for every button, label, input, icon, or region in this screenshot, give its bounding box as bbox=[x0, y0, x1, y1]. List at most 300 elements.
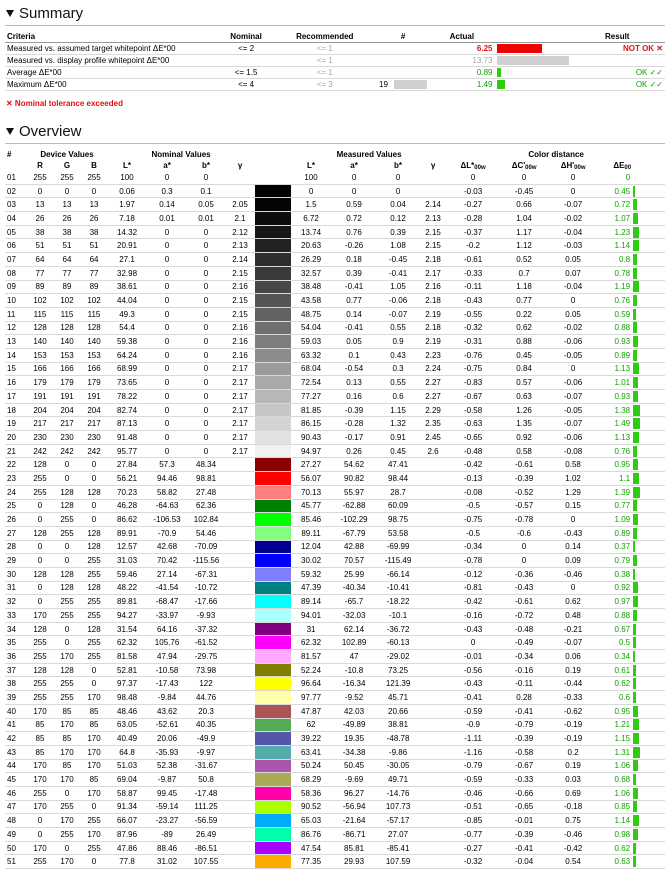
cell-index: 30 bbox=[5, 567, 27, 581]
cell-delta-c: 0.77 bbox=[499, 294, 549, 308]
cell-index: 27 bbox=[5, 526, 27, 540]
cell-nominal-l: 68.99 bbox=[107, 362, 147, 376]
cell-delta-e: 1.39 bbox=[597, 485, 633, 499]
cell-nominal-a: 47.94 bbox=[147, 650, 187, 664]
cell-index: 04 bbox=[5, 212, 27, 226]
cell-nominal-b: 0 bbox=[187, 294, 225, 308]
cell-nominal-l: 47.86 bbox=[107, 841, 147, 855]
cell-nominal-gamma: 2.15 bbox=[225, 266, 255, 280]
cell-delta-l: -0.41 bbox=[447, 691, 499, 705]
cell-nominal-l: 48.46 bbox=[107, 704, 147, 718]
cell-delta-h: -0.62 bbox=[549, 704, 597, 718]
cell-measured-gamma: 2.24 bbox=[419, 362, 447, 376]
cell-measured-a: -9.69 bbox=[331, 773, 377, 787]
table-row bbox=[5, 171, 665, 184]
cell-delta-e: 0.59 bbox=[597, 307, 633, 321]
cell-nominal-gamma bbox=[225, 732, 255, 746]
cell-device-r: 128 bbox=[27, 567, 53, 581]
cell-device-r: 64 bbox=[27, 253, 53, 267]
delta-e-bar bbox=[633, 745, 665, 759]
delta-e-bar-fill bbox=[633, 405, 640, 416]
color-swatch bbox=[255, 745, 291, 759]
table-row bbox=[5, 855, 665, 869]
cell-delta-c: -0.41 bbox=[499, 704, 549, 718]
cell-device-b: 170 bbox=[81, 732, 107, 746]
delta-e-bar bbox=[633, 321, 665, 335]
cell-nominal-b: -70.09 bbox=[187, 540, 225, 554]
count-header: # bbox=[377, 30, 429, 43]
cell-delta-e: 0.63 bbox=[597, 855, 633, 869]
cell-nominal-b: 0 bbox=[187, 403, 225, 417]
table-row bbox=[5, 348, 665, 362]
cell-delta-h: -0.04 bbox=[549, 225, 597, 239]
cell-delta-e: 0.98 bbox=[597, 828, 633, 842]
cell-device-b: 170 bbox=[81, 828, 107, 842]
result-value: OK ✓✓ bbox=[569, 79, 665, 91]
cell-device-r: 255 bbox=[27, 786, 53, 800]
count-value bbox=[377, 43, 429, 55]
cell-index: 13 bbox=[5, 335, 27, 349]
cell-delta-c: 0.58 bbox=[499, 444, 549, 458]
table-row bbox=[5, 800, 665, 814]
cell-nominal-gamma: 2.17 bbox=[225, 403, 255, 417]
cell-delta-e: 1.23 bbox=[597, 225, 633, 239]
cell-measured-l: 85.46 bbox=[291, 513, 331, 527]
cell-device-r: 255 bbox=[27, 485, 53, 499]
cell-measured-l: 63.32 bbox=[291, 348, 331, 362]
cell-measured-a: -0.41 bbox=[331, 280, 377, 294]
color-swatch bbox=[255, 814, 291, 828]
cell-delta-h: -0.02 bbox=[549, 321, 597, 335]
cell-nominal-a: 0.14 bbox=[147, 198, 187, 212]
color-swatch bbox=[255, 171, 291, 184]
cell-measured-b: 98.44 bbox=[377, 472, 419, 486]
cell-delta-h: 0.54 bbox=[549, 855, 597, 869]
cell-measured-b: -48.78 bbox=[377, 732, 419, 746]
cell-delta-c: 1.17 bbox=[499, 225, 549, 239]
cell-delta-h: 0.19 bbox=[549, 663, 597, 677]
cell-measured-b: -10.1 bbox=[377, 609, 419, 623]
delta-e-bar bbox=[633, 540, 665, 554]
delta-e-bar-fill bbox=[633, 569, 635, 580]
cell-measured-l: 86.15 bbox=[291, 417, 331, 431]
delta-e-bar-fill bbox=[633, 418, 640, 429]
cell-device-b: 242 bbox=[81, 444, 107, 458]
cell-measured-b: 1.15 bbox=[377, 403, 419, 417]
cell-delta-e: 0.97 bbox=[597, 595, 633, 609]
cell-device-b: 85 bbox=[81, 704, 107, 718]
cell-nominal-gamma bbox=[225, 513, 255, 527]
cell-delta-h: -0.05 bbox=[549, 403, 597, 417]
cell-nominal-b: -61.52 bbox=[187, 636, 225, 650]
device-values-header: Device Values bbox=[40, 149, 94, 159]
cell-device-b: 255 bbox=[81, 636, 107, 650]
cell-nominal-l: 59.46 bbox=[107, 567, 147, 581]
cell-delta-e: 1.13 bbox=[597, 362, 633, 376]
cell-measured-l: 77.35 bbox=[291, 855, 331, 869]
cell-device-r: 85 bbox=[27, 718, 53, 732]
cell-delta-e: 1.13 bbox=[597, 431, 633, 445]
cell-nominal-b: -17.48 bbox=[187, 786, 225, 800]
col-measured-b: b* bbox=[394, 161, 403, 170]
cell-delta-l: -0.65 bbox=[447, 431, 499, 445]
cell-device-b: 191 bbox=[81, 390, 107, 404]
color-swatch bbox=[255, 540, 291, 554]
delta-e-bar bbox=[633, 403, 665, 417]
cell-index: 01 bbox=[5, 171, 27, 184]
table-row bbox=[5, 581, 665, 595]
cell-measured-l: 27.27 bbox=[291, 458, 331, 472]
cell-nominal-gamma bbox=[225, 554, 255, 568]
overview-section-toggle[interactable] bbox=[5, 122, 665, 140]
cell-nominal-a: -64.63 bbox=[147, 499, 187, 513]
color-swatch bbox=[255, 472, 291, 486]
cell-device-g: 128 bbox=[53, 581, 81, 595]
cell-measured-gamma: 2.15 bbox=[419, 239, 447, 253]
summary-section-toggle[interactable] bbox=[5, 4, 665, 22]
cell-measured-b: 1.32 bbox=[377, 417, 419, 431]
cell-measured-a: -49.89 bbox=[331, 718, 377, 732]
cell-measured-a: 19.35 bbox=[331, 732, 377, 746]
cell-device-b: 51 bbox=[81, 239, 107, 253]
cell-device-g: 170 bbox=[53, 745, 81, 759]
color-swatch bbox=[255, 431, 291, 445]
delta-e-bar-fill bbox=[633, 624, 636, 635]
cell-nominal-l: 70.23 bbox=[107, 485, 147, 499]
cell-measured-l: 63.41 bbox=[291, 745, 331, 759]
table-row bbox=[5, 595, 665, 609]
cell-delta-l: -0.75 bbox=[447, 513, 499, 527]
cell-measured-gamma: 2.27 bbox=[419, 390, 447, 404]
cell-delta-e: 0.93 bbox=[597, 335, 633, 349]
cell-device-g: 255 bbox=[53, 595, 81, 609]
cell-delta-l: -0.5 bbox=[447, 526, 499, 540]
nominal-value bbox=[220, 55, 273, 67]
cell-nominal-gamma bbox=[225, 786, 255, 800]
cell-nominal-a: -17.43 bbox=[147, 677, 187, 691]
cell-device-b: 255 bbox=[81, 595, 107, 609]
cell-measured-b: 1.05 bbox=[377, 280, 419, 294]
cell-index: 40 bbox=[5, 704, 27, 718]
cell-delta-h: 0.58 bbox=[549, 458, 597, 472]
color-swatch bbox=[255, 362, 291, 376]
cell-delta-c: -0.67 bbox=[499, 759, 549, 773]
color-swatch bbox=[255, 677, 291, 691]
cell-measured-b: -57.17 bbox=[377, 814, 419, 828]
cell-nominal-l: 87.13 bbox=[107, 417, 147, 431]
cell-delta-e: 0.61 bbox=[597, 663, 633, 677]
cell-measured-gamma bbox=[419, 814, 447, 828]
cell-device-g: 230 bbox=[53, 431, 81, 445]
cell-nominal-b: 0 bbox=[187, 431, 225, 445]
cell-device-b: 166 bbox=[81, 362, 107, 376]
cell-delta-h: -0.07 bbox=[549, 198, 597, 212]
delta-e-bar-fill bbox=[633, 254, 637, 265]
cell-delta-h: 0.48 bbox=[549, 609, 597, 623]
cell-device-b: 128 bbox=[81, 581, 107, 595]
color-swatch bbox=[255, 704, 291, 718]
cell-measured-l: 6.72 bbox=[291, 212, 331, 226]
cell-nominal-l: 0.06 bbox=[107, 184, 147, 198]
cell-delta-h: 0 bbox=[549, 513, 597, 527]
delta-e-bar bbox=[633, 526, 665, 540]
cell-nominal-gamma: 2.17 bbox=[225, 431, 255, 445]
delta-e-bar bbox=[633, 786, 665, 800]
cell-device-g: 255 bbox=[53, 691, 81, 705]
table-row bbox=[5, 485, 665, 499]
delta-e-bar-fill bbox=[633, 651, 635, 662]
table-row bbox=[5, 239, 665, 253]
cell-delta-l: -0.46 bbox=[447, 786, 499, 800]
cell-nominal-l: 89.81 bbox=[107, 595, 147, 609]
cell-measured-b: -18.22 bbox=[377, 595, 419, 609]
cell-device-r: 170 bbox=[27, 759, 53, 773]
col-r: R bbox=[37, 161, 43, 170]
cell-nominal-a: 0 bbox=[147, 417, 187, 431]
cell-device-r: 255 bbox=[27, 691, 53, 705]
cell-delta-l: -0.76 bbox=[447, 348, 499, 362]
cell-device-g: 140 bbox=[53, 335, 81, 349]
cell-delta-e: 0.67 bbox=[597, 622, 633, 636]
cell-device-g: 128 bbox=[53, 321, 81, 335]
color-swatch bbox=[255, 855, 291, 869]
color-swatch bbox=[255, 376, 291, 390]
actual-bar bbox=[494, 67, 569, 79]
color-swatch bbox=[255, 663, 291, 677]
cell-nominal-b: 26.49 bbox=[187, 828, 225, 842]
cell-measured-l: 45.77 bbox=[291, 499, 331, 513]
color-swatch bbox=[255, 390, 291, 404]
table-row bbox=[5, 773, 665, 787]
cell-delta-e: 0.76 bbox=[597, 444, 633, 458]
cell-device-g: 77 bbox=[53, 266, 81, 280]
cell-index: 34 bbox=[5, 622, 27, 636]
cell-device-r: 13 bbox=[27, 198, 53, 212]
cell-device-g: 0 bbox=[53, 554, 81, 568]
result-value: NOT OK ✕ bbox=[569, 43, 665, 55]
delta-e-bar bbox=[633, 554, 665, 568]
table-row bbox=[5, 636, 665, 650]
cell-measured-b: 0.04 bbox=[377, 198, 419, 212]
color-swatch bbox=[255, 759, 291, 773]
cell-nominal-gamma: 2.16 bbox=[225, 280, 255, 294]
color-swatch bbox=[255, 417, 291, 431]
cell-nominal-a: -9.87 bbox=[147, 773, 187, 787]
cell-device-b: 115 bbox=[81, 307, 107, 321]
cell-device-g: 217 bbox=[53, 417, 81, 431]
cell-nominal-l: 86.62 bbox=[107, 513, 147, 527]
delta-e-bar bbox=[633, 773, 665, 787]
delta-e-bar bbox=[633, 567, 665, 581]
cell-delta-c: 0.63 bbox=[499, 390, 549, 404]
cell-nominal-l: 87.96 bbox=[107, 828, 147, 842]
cell-delta-l: -0.51 bbox=[447, 800, 499, 814]
cell-nominal-gamma bbox=[225, 526, 255, 540]
summary-table bbox=[5, 30, 665, 91]
cell-nominal-gamma: 2.15 bbox=[225, 294, 255, 308]
delta-e-bar-fill bbox=[633, 459, 638, 470]
cell-nominal-b: 0 bbox=[187, 362, 225, 376]
collapse-triangle-icon[interactable] bbox=[6, 128, 14, 135]
cell-delta-e: 0.72 bbox=[597, 198, 633, 212]
cell-measured-a: 0.72 bbox=[331, 212, 377, 226]
delta-e-bar-fill bbox=[633, 363, 639, 374]
cell-device-r: 0 bbox=[27, 595, 53, 609]
cell-measured-l: 72.54 bbox=[291, 376, 331, 390]
cell-nominal-b: 62.36 bbox=[187, 499, 225, 513]
delta-e-bar-fill bbox=[633, 610, 637, 621]
delta-e-bar bbox=[633, 650, 665, 664]
cell-nominal-gamma bbox=[225, 472, 255, 486]
cell-nominal-gamma: 2.16 bbox=[225, 321, 255, 335]
cell-device-r: 85 bbox=[27, 732, 53, 746]
cell-nominal-b: 0 bbox=[187, 307, 225, 321]
cell-index: 18 bbox=[5, 403, 27, 417]
cell-measured-b: 98.75 bbox=[377, 513, 419, 527]
cell-nominal-b: 0.1 bbox=[187, 184, 225, 198]
cell-delta-c: 1.12 bbox=[499, 239, 549, 253]
cell-measured-l: 38.48 bbox=[291, 280, 331, 294]
cell-measured-b: 0.12 bbox=[377, 212, 419, 226]
cell-delta-e: 1.19 bbox=[597, 280, 633, 294]
cell-delta-h: -0.06 bbox=[549, 431, 597, 445]
table-row bbox=[5, 198, 665, 212]
cell-device-r: 255 bbox=[27, 650, 53, 664]
delta-e-bar bbox=[633, 855, 665, 869]
table-row bbox=[5, 444, 665, 458]
cell-delta-h: 0.03 bbox=[549, 773, 597, 787]
count-value bbox=[377, 55, 429, 67]
cell-delta-c: -0.43 bbox=[499, 581, 549, 595]
cell-measured-b: -66.14 bbox=[377, 567, 419, 581]
col-delta-l: ΔL*00w bbox=[460, 160, 486, 171]
cell-nominal-a: 88.46 bbox=[147, 841, 187, 855]
cell-measured-gamma bbox=[419, 855, 447, 869]
cell-device-r: 115 bbox=[27, 307, 53, 321]
cell-delta-e: 1.09 bbox=[597, 513, 633, 527]
cell-delta-c: -0.66 bbox=[499, 786, 549, 800]
cell-measured-a: 42.88 bbox=[331, 540, 377, 554]
table-row bbox=[5, 321, 665, 335]
cell-measured-b: -85.41 bbox=[377, 841, 419, 855]
cell-nominal-b: -31.67 bbox=[187, 759, 225, 773]
collapse-triangle-icon[interactable] bbox=[6, 10, 14, 17]
cell-measured-a: 85.81 bbox=[331, 841, 377, 855]
delta-e-bar bbox=[633, 280, 665, 294]
cell-delta-c: -0.49 bbox=[499, 636, 549, 650]
cell-nominal-l: 59.38 bbox=[107, 335, 147, 349]
cell-nominal-b: 44.76 bbox=[187, 691, 225, 705]
cell-device-g: 89 bbox=[53, 280, 81, 294]
cell-delta-e: 0.89 bbox=[597, 348, 633, 362]
cell-nominal-b: 0 bbox=[187, 321, 225, 335]
cell-nominal-a: 0 bbox=[147, 444, 187, 458]
cell-delta-h: -0.04 bbox=[549, 280, 597, 294]
criteria-text: Maximum ΔE*00 bbox=[5, 79, 220, 91]
cell-nominal-gamma bbox=[225, 485, 255, 499]
cell-measured-b: 0.55 bbox=[377, 321, 419, 335]
cell-nominal-b: 0 bbox=[187, 253, 225, 267]
cell-delta-h: -0.18 bbox=[549, 800, 597, 814]
cell-delta-e: 0 bbox=[597, 171, 633, 184]
recommended-value: <= 1 bbox=[272, 43, 377, 55]
table-row bbox=[5, 567, 665, 581]
delta-e-bar-fill bbox=[633, 788, 638, 799]
color-swatch bbox=[255, 458, 291, 472]
cell-measured-b: 0.55 bbox=[377, 376, 419, 390]
cell-measured-a: -21.64 bbox=[331, 814, 377, 828]
cell-nominal-gamma: 2.1 bbox=[225, 212, 255, 226]
cell-delta-e: 0.88 bbox=[597, 321, 633, 335]
cell-delta-c: -0.36 bbox=[499, 567, 549, 581]
cell-nominal-l: 91.48 bbox=[107, 431, 147, 445]
cell-device-r: 89 bbox=[27, 280, 53, 294]
cell-delta-e: 0.93 bbox=[597, 390, 633, 404]
cell-measured-b: 0.91 bbox=[377, 431, 419, 445]
cell-delta-c: -0.16 bbox=[499, 663, 549, 677]
cell-nominal-l: 100 bbox=[107, 171, 147, 184]
delta-e-bar-fill bbox=[633, 487, 640, 498]
delta-e-bar-fill bbox=[633, 432, 639, 443]
cell-index: 49 bbox=[5, 828, 27, 842]
cell-nominal-a: -9.84 bbox=[147, 691, 187, 705]
cell-delta-e: 0.95 bbox=[597, 704, 633, 718]
cell-device-b: 13 bbox=[81, 198, 107, 212]
cell-nominal-b: 0 bbox=[187, 239, 225, 253]
cell-index: 36 bbox=[5, 650, 27, 664]
cell-measured-b: -0.06 bbox=[377, 294, 419, 308]
cell-measured-gamma: 2.27 bbox=[419, 376, 447, 390]
cell-delta-l: -0.55 bbox=[447, 307, 499, 321]
cell-device-g: 255 bbox=[53, 800, 81, 814]
cell-delta-c: 0.88 bbox=[499, 335, 549, 349]
cell-nominal-a: 0 bbox=[147, 171, 187, 184]
cell-measured-gamma bbox=[419, 499, 447, 513]
cell-nominal-gamma bbox=[225, 800, 255, 814]
cell-delta-c: 1.18 bbox=[499, 280, 549, 294]
delta-e-bar bbox=[633, 704, 665, 718]
cell-delta-h: -0.43 bbox=[549, 526, 597, 540]
cell-nominal-gamma bbox=[225, 663, 255, 677]
cell-delta-c: 0.84 bbox=[499, 362, 549, 376]
cell-nominal-a: -10.58 bbox=[147, 663, 187, 677]
table-row bbox=[5, 554, 665, 568]
cell-measured-a: 0.16 bbox=[331, 390, 377, 404]
delta-e-bar bbox=[633, 472, 665, 486]
cell-nominal-gamma: 2.17 bbox=[225, 376, 255, 390]
delta-e-bar bbox=[633, 759, 665, 773]
summary-row bbox=[5, 43, 665, 55]
cell-measured-a: -16.34 bbox=[331, 677, 377, 691]
cell-measured-b: 0.6 bbox=[377, 390, 419, 404]
cell-measured-a: 25.99 bbox=[331, 567, 377, 581]
cell-delta-h: -0.44 bbox=[549, 677, 597, 691]
cell-device-b: 170 bbox=[81, 759, 107, 773]
cell-delta-l: -0.12 bbox=[447, 567, 499, 581]
delta-e-bar bbox=[633, 595, 665, 609]
overview-title: Overview bbox=[19, 122, 82, 140]
cell-measured-gamma bbox=[419, 828, 447, 842]
cell-device-r: 0 bbox=[27, 184, 53, 198]
cell-delta-c: -0.11 bbox=[499, 677, 549, 691]
cell-nominal-b: -10.72 bbox=[187, 581, 225, 595]
cell-measured-l: 68.04 bbox=[291, 362, 331, 376]
delta-e-bar-fill bbox=[633, 665, 636, 676]
table-row bbox=[5, 759, 665, 773]
nominal-value: <= 2 bbox=[220, 43, 273, 55]
cell-device-b: 217 bbox=[81, 417, 107, 431]
result-header: Result bbox=[569, 30, 665, 43]
